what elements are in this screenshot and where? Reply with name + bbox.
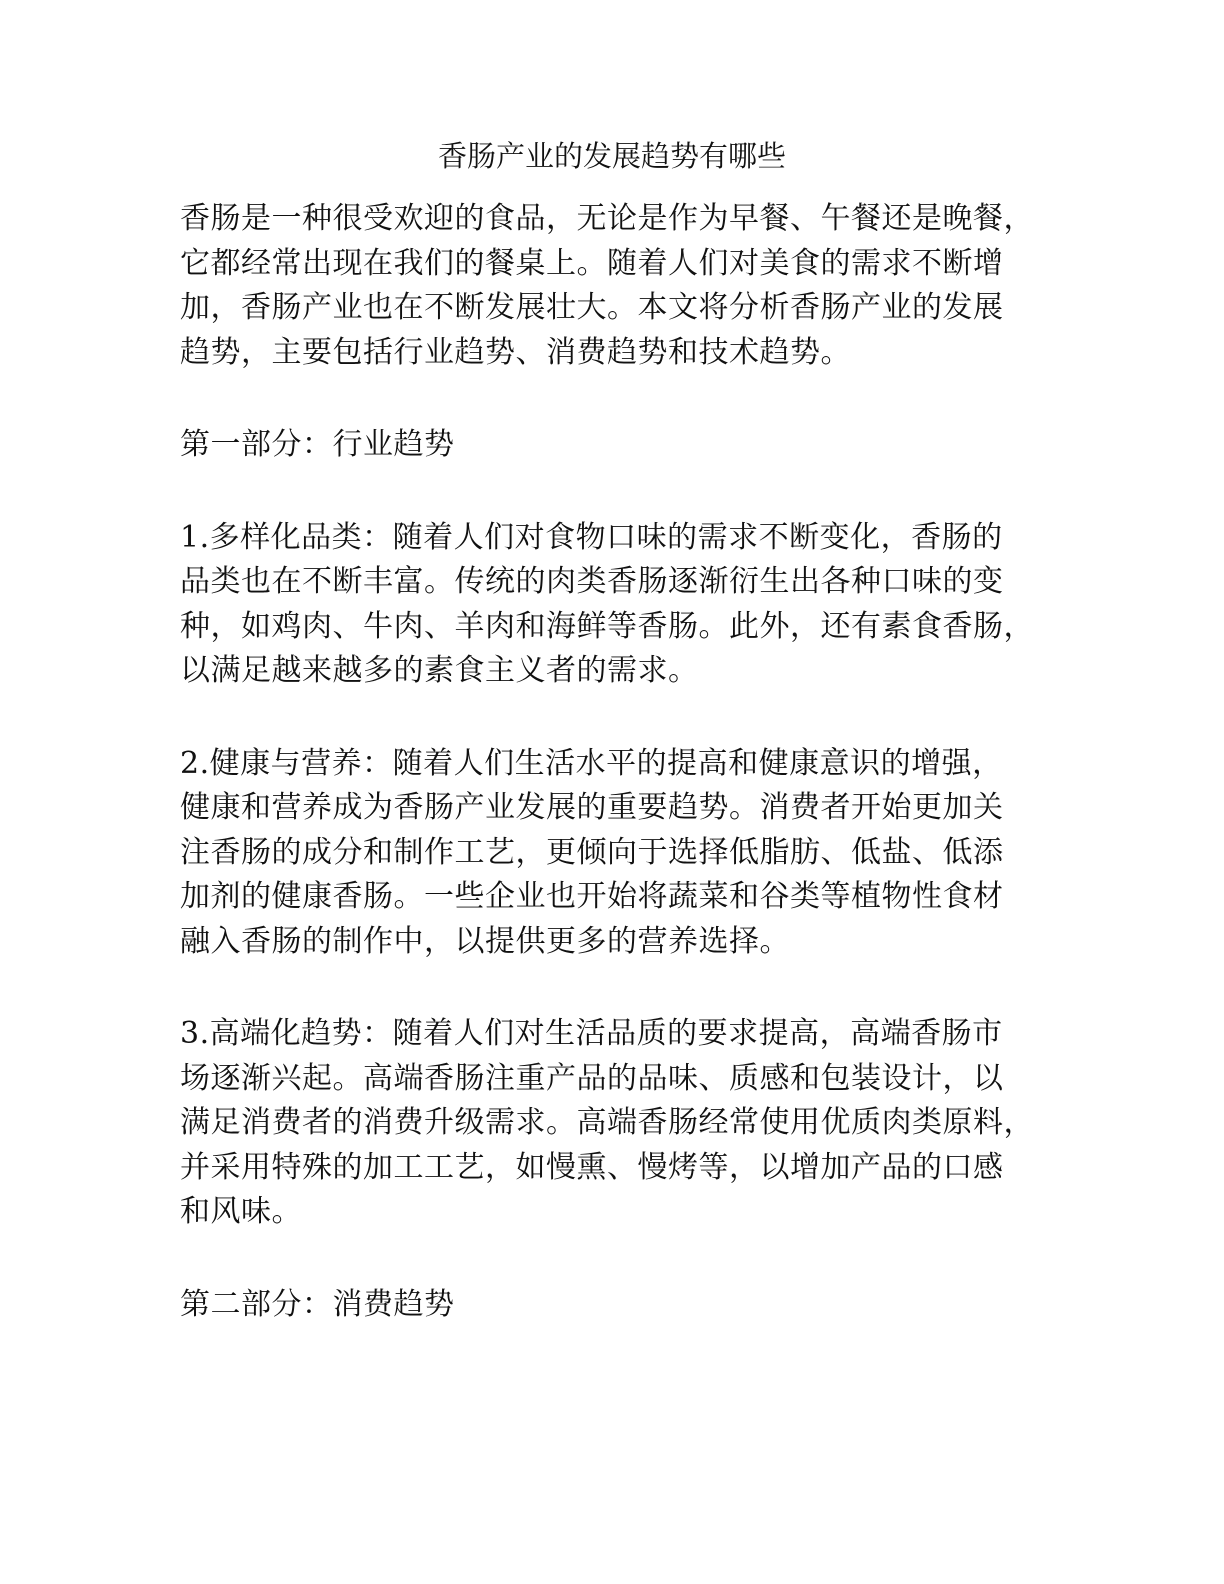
paragraph-diversification xyxy=(180,516,1060,694)
text-line: 和风味。 xyxy=(180,1194,302,1229)
text-line: 注香肠的成分和制作工艺，更倾向于选择低脂肪、低盐、低添 xyxy=(180,834,1004,870)
text-line: 融入香肠的制作中，以提供更多的营养选择。 xyxy=(180,923,790,959)
text-line: 2.健康与营养：随着人们生活水平的提高和健康意识的增强， xyxy=(180,745,1003,781)
text-line: 健康和营养成为香肠产业发展的重要趋势。消费者开始更加关 xyxy=(180,790,1004,825)
text-line: 香肠是一种很受欢迎的食品，无论是作为早餐、午餐还是晚餐， xyxy=(180,201,1034,236)
text-line: 并采用特殊的加工工艺，如慢熏、慢烤等，以增加产品的口感 xyxy=(180,1149,1004,1185)
paragraph-health-nutrition xyxy=(180,742,1060,965)
text-line: 加剂的健康香肠。一些企业也开始将蔬菜和谷类等植物性食材 xyxy=(180,879,1004,914)
text-line: 场逐渐兴起。高端香肠注重产品的品味、质感和包装设计，以 xyxy=(180,1060,1004,1096)
document-body xyxy=(180,197,1060,1327)
section-heading-industry xyxy=(180,423,1060,468)
text-line: 趋势，主要包括行业趋势、消费趋势和技术趋势。 xyxy=(180,334,851,370)
text-line: 品类也在不断丰富。传统的肉类香肠逐渐衍生出各种口味的变 xyxy=(180,564,1004,599)
paragraph-premium-trend xyxy=(180,1012,1060,1235)
document-title: 香肠产业的发展趋势有哪些 xyxy=(437,139,786,173)
text-line: 种，如鸡肉、牛肉、羊肉和海鲜等香肠。此外，还有素食香肠， xyxy=(180,608,1034,644)
text-line: 加，香肠产业也在不断发展壮大。本文将分析香肠产业的发展 xyxy=(180,290,1004,325)
section-heading-text: 第二部分：消费趋势 xyxy=(180,1286,455,1322)
text-line: 1.多样化品类：随着人们对食物口味的需求不断变化，香肠的 xyxy=(180,519,1003,555)
intro-paragraph xyxy=(180,197,1060,375)
section-heading-consumption xyxy=(180,1283,1060,1328)
section-heading-text: 第一部分：行业趋势 xyxy=(180,427,455,462)
text-line: 它都经常出现在我们的餐桌上。随着人们对美食的需求不断增 xyxy=(180,245,1004,281)
text-line: 3.高端化趋势：随着人们对生活品质的要求提高，高端香肠市 xyxy=(180,1016,1003,1051)
text-line: 满足消费者的消费升级需求。高端香肠经常使用优质肉类原料， xyxy=(180,1105,1034,1140)
text-line: 以满足越来越多的素食主义者的需求。 xyxy=(180,653,699,688)
